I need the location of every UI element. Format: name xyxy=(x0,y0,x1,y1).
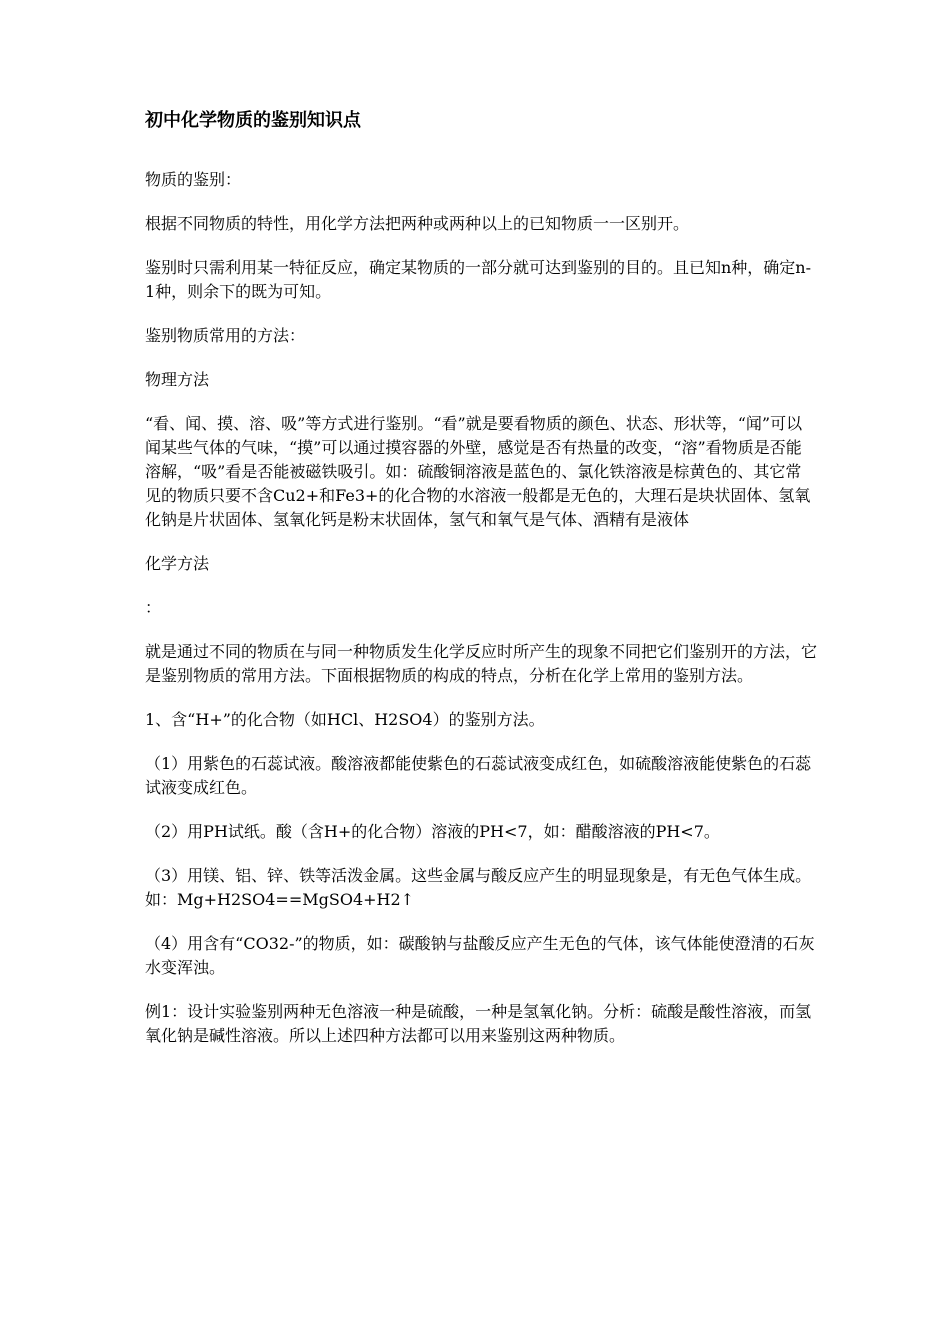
paragraph-principle: 鉴别时只需利用某一特征反应，确定某物质的一部分就可达到鉴别的目的。且已知n种，确定n-1种，则余下的既为可知。 xyxy=(145,258,812,301)
example-1: 例1：设计实验鉴别两种无色溶液一种是硫酸，一种是氢氧化钠。分析：硫酸是酸性溶液，而氢氧化钠是碱性溶液。所以上述四种方法都可以用来鉴别这两种物质。 xyxy=(145,1002,812,1045)
document-title: 初中化学物质的鉴别知识点 xyxy=(145,110,361,131)
subheading-physical-method: 物理方法 xyxy=(145,370,210,389)
colon-line: ： xyxy=(145,598,162,617)
list-item-carbonate: （4）用含有“CO32-”的物质，如：碳酸钠与盐酸反应产生无色的气体，该气体能使澄清的石灰水变浑浊。 xyxy=(145,934,815,977)
paragraph-chemical-method: 就是通过不同的物质在与同一种物质发生化学反应时所产生的现象不同把它们鉴别开的方法，它是鉴别物质的常用方法。下面根据物质的构成的特点，分析在化学上常用的鉴别方法。 xyxy=(145,642,818,685)
section-heading-identification: 物质的鉴别： xyxy=(145,170,242,189)
list-heading-acid-compounds: 1、含“H+”的化合物（如HCl、H2SO4）的鉴别方法。 xyxy=(145,710,545,729)
paragraph-definition: 根据不同物质的特性，用化学方法把两种或两种以上的已知物质一一区别开。 xyxy=(145,214,690,233)
list-item-active-metals: （3）用镁、铝、锌、铁等活泼金属。这些金属与酸反应产生的明显现象是，有无色气体生成。如：Mg+H2SO4==MgSO4+H2↑ xyxy=(145,866,812,909)
subheading-chemical-method: 化学方法 xyxy=(145,554,210,573)
document-page xyxy=(145,108,817,1068)
list-item-ph-paper: （2）用PH试纸。酸（含H+的化合物）溶液的PH<7，如：醋酸溶液的PH<7。 xyxy=(145,822,720,841)
list-item-litmus: （1）用紫色的石蕊试液。酸溶液都能使紫色的石蕊试液变成红色，如硫酸溶液能使紫色的石蕊试液变成红色。 xyxy=(145,754,812,797)
section-heading-methods: 鉴别物质常用的方法： xyxy=(145,326,306,345)
paragraph-physical-method: “看、闻、摸、溶、吸”等方式进行鉴别。“看”就是要看物质的颜色、状态、形状等，“闻”可以闻某些气体的气味，“摸”可以通过摸容器的外壁，感觉是否有热量的改变，“溶”看物质是否能溶解，“吸”看是否能被磁铁吸引。如：硫酸铜溶液是蓝色的、氯化铁溶液是棕黄色的、其它常见的物质只要不含Cu2+和Fe3+的化合物的水溶液一般都是无色的，大理石是块状固体、氢氧化钠是片状固体、氢氧化钙是粉末状固体，氢气和氧气是气体、酒精有是液体 xyxy=(145,414,811,529)
